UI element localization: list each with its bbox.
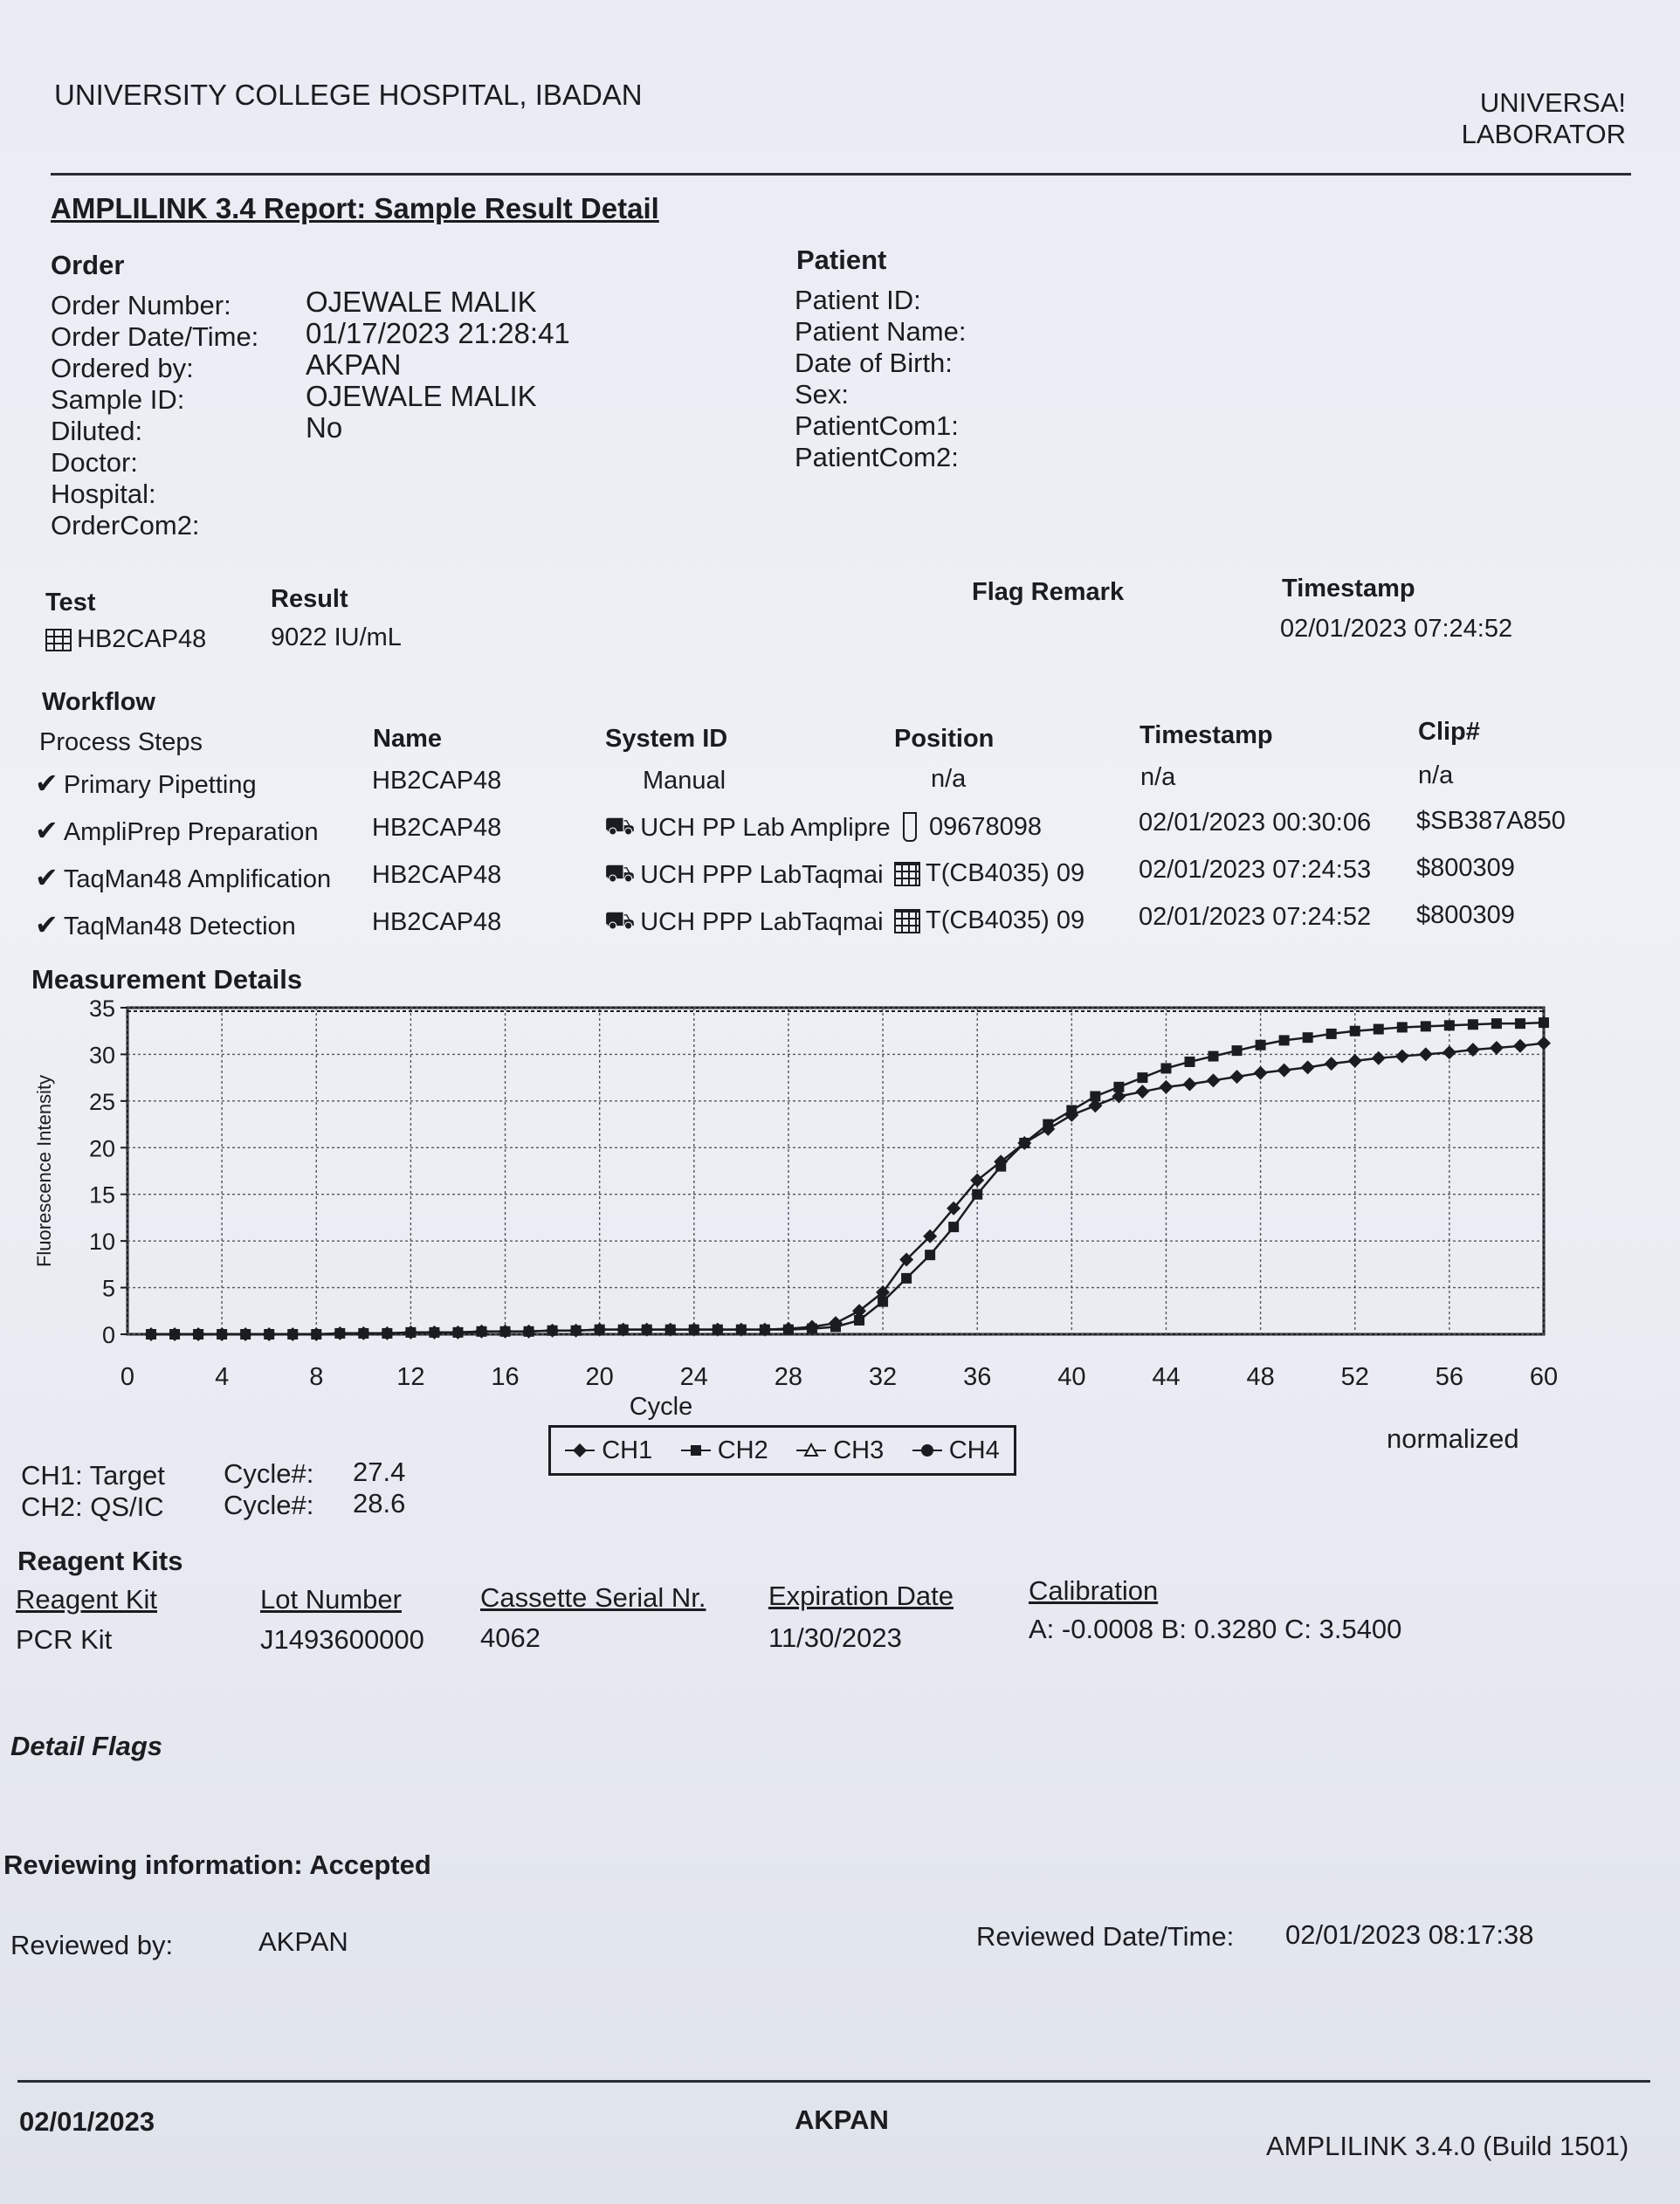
x-tick-label: 8 (309, 1363, 324, 1391)
x-axis-label: Cycle (629, 1393, 693, 1421)
check-icon: ✔ (35, 862, 59, 893)
wf-row-3-system (604, 906, 884, 938)
wf-row-0-step (35, 767, 257, 800)
wf-row-1-step-label: AmpliPrep Preparation (63, 818, 319, 846)
order-datetime-label: Order Date/Time: (51, 321, 259, 352)
grid-icon (45, 629, 72, 651)
ch1-cycle-label: Cycle#: (224, 1458, 314, 1489)
y-tick-label: 5 (101, 1275, 115, 1302)
point-ch2 (477, 1326, 487, 1337)
ch2-label: CH2: QS/IC (21, 1491, 164, 1522)
timestamp-header: Timestamp (1282, 575, 1415, 603)
diamond-marker-icon (565, 1442, 595, 1459)
point-ch1 (1490, 1041, 1504, 1055)
result-value: 9022 IU/mL (271, 623, 402, 651)
tube-icon (903, 812, 917, 842)
point-ch1 (1513, 1039, 1527, 1053)
ch2-cycle-label: Cycle#: (224, 1490, 314, 1520)
reagent-heading: Reagent Kits (17, 1546, 183, 1576)
point-ch2 (334, 1328, 345, 1339)
point-ch2 (1256, 1040, 1266, 1050)
wf-col-name: Name (373, 725, 442, 753)
legend-ch4 (912, 1436, 1000, 1465)
point-ch1 (1230, 1070, 1244, 1084)
point-ch2 (1043, 1119, 1053, 1130)
point-ch2 (429, 1327, 439, 1338)
order-values (306, 286, 570, 444)
x-tick-label: 48 (1246, 1363, 1275, 1391)
wf-row-0-name: HB2CAP48 (372, 767, 502, 795)
check-icon: ✔ (35, 909, 59, 940)
point-ch2 (1444, 1020, 1455, 1030)
reagent-calibration-value: A: -0.0008 B: 0.3280 C: 3.5400 (1029, 1614, 1402, 1644)
point-ch1 (1183, 1078, 1197, 1092)
wf-row-3-step (35, 908, 296, 941)
wf-row-3-clip: $800309 (1416, 901, 1515, 929)
patientcom2-label: PatientCom2: (795, 442, 959, 472)
wf-row-3-step-label: TaqMan48 Detection (63, 913, 296, 940)
point-ch2 (807, 1324, 817, 1334)
wf-row-1-system-label: UCH PP Lab Amplipre (640, 813, 891, 842)
x-tick-label: 56 (1435, 1363, 1463, 1391)
review-heading: Reviewing information: Accepted (3, 1849, 431, 1880)
point-ch2 (452, 1327, 463, 1338)
x-tick-label: 0 (120, 1363, 135, 1391)
patient-id-label: Patient ID: (795, 285, 921, 315)
point-ch2 (642, 1325, 652, 1335)
point-ch2 (878, 1297, 888, 1307)
reagent-col-kit: Reagent Kit (16, 1584, 157, 1615)
patient-name-label: Patient Name: (795, 316, 967, 347)
reviewed-by-label: Reviewed by: (10, 1930, 174, 1960)
point-ch2 (1468, 1019, 1478, 1030)
sample-id-label: Sample ID: (51, 384, 185, 415)
point-ch2 (146, 1329, 156, 1340)
header-divider (51, 173, 1631, 176)
x-tick-label: 12 (396, 1363, 425, 1391)
point-ch2 (358, 1328, 368, 1339)
point-ch2 (311, 1329, 321, 1340)
wf-row-2-timestamp: 02/01/2023 07:24:53 (1139, 856, 1372, 884)
y-tick-label: 20 (88, 1135, 115, 1162)
point-ch2 (595, 1325, 605, 1335)
report-title: AMPLILINK 3.4 Report: Sample Result Detail (51, 192, 659, 224)
series-line-ch1 (151, 1043, 1544, 1334)
point-ch2 (689, 1325, 699, 1335)
point-ch2 (1066, 1105, 1077, 1116)
result-header: Result (271, 585, 348, 613)
y-axis-label: Fluorescence Intensity (33, 1074, 55, 1268)
point-ch2 (1374, 1024, 1384, 1035)
point-ch2 (217, 1329, 227, 1340)
point-ch2 (736, 1325, 747, 1335)
point-ch2 (169, 1329, 180, 1340)
laboratory-label (1462, 87, 1626, 150)
point-ch2 (1160, 1063, 1171, 1073)
point-ch2 (948, 1222, 959, 1232)
point-ch2 (1397, 1022, 1408, 1032)
footer-divider (17, 2080, 1650, 2083)
patient-heading: Patient (796, 245, 887, 275)
point-ch1 (1325, 1057, 1339, 1071)
point-ch1 (1159, 1080, 1173, 1094)
circle-marker-icon (912, 1442, 942, 1459)
point-ch1 (1395, 1050, 1409, 1064)
legend-ch2-label: CH2 (717, 1436, 768, 1464)
wf-row-1-position (903, 812, 1042, 842)
point-ch2 (500, 1326, 511, 1337)
point-ch2 (1232, 1045, 1243, 1056)
point-ch2 (760, 1325, 770, 1335)
reviewed-date-label: Reviewed Date/Time: (976, 1921, 1235, 1952)
point-ch1 (1301, 1060, 1315, 1074)
x-tick-label: 28 (774, 1363, 803, 1391)
workflow-heading: Workflow (42, 688, 155, 716)
order-number-value: OJEWALE MALIK (306, 286, 537, 318)
ch-cycle-values (353, 1457, 405, 1519)
y-tick-label: 0 (101, 1322, 115, 1348)
point-ch2 (1090, 1092, 1100, 1102)
wf-row-1-timestamp: 02/01/2023 00:30:06 (1139, 809, 1372, 837)
square-marker-icon (681, 1442, 711, 1459)
point-ch2 (783, 1325, 794, 1335)
wf-col-process: Process Steps (39, 728, 203, 756)
grid-icon (894, 862, 920, 886)
legend-ch4-label: CH4 (948, 1436, 1000, 1464)
point-ch2 (382, 1328, 392, 1339)
reagent-col-calibration: Calibration (1029, 1575, 1159, 1606)
flag-remark-header: Flag Remark (972, 578, 1125, 606)
ordercom2-label: OrderCom2: (51, 510, 200, 541)
wf-col-clip: Clip# (1418, 718, 1480, 746)
point-ch2 (618, 1325, 629, 1335)
reagent-col-expiration: Expiration Date (768, 1581, 954, 1611)
x-tick-label: 36 (963, 1363, 992, 1391)
point-ch2 (1208, 1051, 1219, 1062)
legend-ch1-label: CH1 (602, 1436, 653, 1464)
point-ch2 (1491, 1018, 1502, 1029)
wf-row-2-system (604, 859, 884, 891)
footer-date: 02/01/2023 (19, 2106, 155, 2137)
dob-label: Date of Birth: (795, 348, 953, 378)
y-tick-label: 30 (88, 1042, 115, 1069)
order-number-label: Order Number: (51, 290, 231, 320)
ordered-by-value: AKPAN (306, 348, 402, 381)
point-ch1 (1419, 1047, 1433, 1061)
chart-legend (548, 1425, 1016, 1476)
wf-row-2-clip: $800309 (1416, 854, 1515, 882)
ch1-cycle-value: 27.4 (353, 1457, 406, 1487)
patient-labels (795, 285, 966, 473)
wf-row-1-position-value: 0967809 (929, 812, 1028, 841)
test-value-cell (45, 625, 206, 654)
ch2-cycle-value: 28.6 (353, 1488, 406, 1519)
sample-id-value: OJEWALE MALIK (306, 380, 537, 412)
doctor-label: Doctor: (51, 447, 138, 478)
wf-row-1-clip: $SB387A850 (1416, 807, 1566, 835)
wf-row-1-name: HB2CAP48 (372, 814, 502, 842)
legend-ch2 (681, 1436, 768, 1465)
x-tick-label: 32 (868, 1363, 898, 1391)
legend-ch3-label: CH3 (833, 1436, 885, 1464)
triangle-marker-icon (796, 1442, 826, 1459)
y-tick-label: 15 (88, 1181, 115, 1209)
wf-row-1-system (604, 812, 891, 844)
point-ch2 (972, 1189, 982, 1200)
point-ch2 (1113, 1082, 1124, 1092)
point-ch2 (1350, 1026, 1360, 1037)
wf-row-0-position: n/a (931, 765, 967, 793)
laboratory-line-1: UNIVERSA! (1479, 87, 1626, 118)
instrument-icon: ⛟ (604, 859, 636, 886)
x-tick-label: 16 (491, 1363, 520, 1391)
point-ch2 (524, 1326, 534, 1337)
order-heading: Order (51, 250, 125, 280)
reviewed-date-value: 02/01/2023 08:17:38 (1285, 1919, 1534, 1950)
wf-row-3-position (894, 906, 1084, 935)
wf-col-position: Position (894, 725, 995, 753)
legend-ch1 (565, 1436, 652, 1465)
point-ch2 (405, 1327, 416, 1338)
instrument-icon: ⛟ (604, 812, 636, 839)
point-ch2 (1421, 1021, 1431, 1031)
wf-row-0-step-label: Primary Pipetting (63, 771, 257, 799)
hospital-name: UNIVERSITY COLLEGE HOSPITAL, IBADAN (54, 79, 643, 111)
point-ch1 (1537, 1037, 1551, 1050)
x-tick-label: 44 (1152, 1363, 1181, 1391)
y-tick-label: 25 (88, 1088, 115, 1115)
point-ch1 (1348, 1054, 1362, 1068)
result-timestamp-value: 02/01/2023 07:24:52 (1280, 615, 1513, 643)
point-ch1 (1277, 1064, 1291, 1078)
point-ch2 (1019, 1138, 1029, 1148)
point-ch1 (1442, 1045, 1456, 1059)
y-tick-label: 10 (88, 1229, 115, 1256)
grid-icon (894, 909, 920, 933)
reagent-serial-value: 4062 (480, 1622, 540, 1653)
point-ch2 (193, 1329, 203, 1340)
diluted-label: Diluted: (51, 416, 143, 446)
point-ch2 (665, 1325, 676, 1335)
x-tick-label: 52 (1340, 1363, 1369, 1391)
x-tick-label: 4 (215, 1363, 230, 1391)
ch1-label: CH1: Target (21, 1460, 165, 1491)
point-ch2 (1515, 1018, 1525, 1029)
ordered-by-label: Ordered by: (51, 353, 194, 383)
hospital-label: Hospital: (51, 479, 156, 509)
wf-row-2-system-label: UCH PPP LabTaqmai (640, 860, 884, 889)
footer-user: AKPAN (795, 2104, 889, 2135)
reagent-lot-value: J1493600000 (260, 1624, 424, 1655)
laboratory-line-2: LABORATOR (1461, 119, 1626, 149)
check-icon: ✔ (35, 815, 59, 846)
point-ch2 (547, 1326, 558, 1336)
x-tick-label: 60 (1529, 1363, 1559, 1391)
point-ch2 (854, 1315, 864, 1326)
wf-col-timestamp: Timestamp (1140, 721, 1273, 749)
test-header: Test (45, 589, 96, 616)
y-tick-label: 35 (88, 995, 115, 1022)
wf-row-3-system-label: UCH PPP LabTaqmai (640, 907, 884, 936)
instrument-icon: ⛟ (604, 906, 636, 933)
x-tick-label: 20 (585, 1363, 614, 1391)
point-ch2 (571, 1326, 582, 1336)
order-labels (51, 290, 258, 541)
sex-label: Sex: (795, 379, 850, 410)
point-ch1 (1135, 1085, 1149, 1099)
test-value: HB2CAP48 (77, 625, 207, 653)
point-ch2 (1326, 1029, 1337, 1039)
point-ch2 (287, 1329, 298, 1340)
point-ch2 (830, 1321, 841, 1332)
point-ch2 (713, 1325, 723, 1335)
reagent-col-lot: Lot Number (260, 1584, 402, 1615)
point-ch2 (1279, 1035, 1290, 1045)
wf-row-2-position (894, 859, 1084, 888)
wf-row-3-name: HB2CAP48 (372, 908, 502, 936)
wf-row-1-position-suffix: 8 (1027, 812, 1043, 841)
wf-col-system: System ID (605, 725, 728, 753)
x-tick-label: 40 (1057, 1363, 1086, 1391)
wf-row-2-step (35, 861, 331, 894)
wf-row-3-timestamp: 02/01/2023 07:24:52 (1139, 903, 1372, 931)
wf-row-2-name: HB2CAP48 (372, 861, 502, 889)
point-ch2 (264, 1329, 274, 1340)
point-ch2 (901, 1273, 912, 1284)
order-datetime-value: 01/17/2023 21:28:41 (306, 317, 570, 349)
wf-row-0-system: Manual (643, 767, 726, 795)
patientcom1-label: PatientCom1: (795, 410, 959, 441)
wf-row-2-position-value: T(CB4035) 09 (926, 859, 1085, 887)
point-ch2 (925, 1250, 935, 1260)
point-ch1 (1466, 1043, 1480, 1057)
legend-ch3 (796, 1436, 884, 1465)
point-ch1 (1207, 1073, 1221, 1087)
detail-flags-heading: Detail Flags (10, 1731, 162, 1761)
reagent-expiration-value: 11/30/2023 (768, 1622, 902, 1653)
wf-row-0-timestamp: n/a (1140, 763, 1176, 791)
wf-row-1-step (35, 814, 319, 847)
wf-row-3-position-value: T(CB4035) 09 (926, 906, 1085, 934)
reagent-kit-value: PCR Kit (16, 1624, 113, 1655)
diluted-value: No (306, 411, 343, 444)
point-ch2 (1185, 1057, 1195, 1067)
wf-row-2-step-label: TaqMan48 Amplification (63, 865, 332, 893)
point-ch2 (240, 1329, 251, 1340)
point-ch2 (1137, 1072, 1147, 1083)
point-ch2 (995, 1161, 1006, 1172)
point-ch1 (1372, 1051, 1386, 1065)
check-icon: ✔ (35, 768, 59, 799)
point-ch2 (1539, 1017, 1549, 1028)
reagent-col-serial: Cassette Serial Nr. (480, 1582, 706, 1613)
footer-version: AMPLILINK 3.4.0 (Build 1501) (1266, 2131, 1629, 2161)
x-tick-label: 24 (679, 1363, 708, 1391)
measurement-heading: Measurement Details (31, 964, 303, 995)
point-ch2 (1303, 1032, 1313, 1043)
amplification-chart (0, 995, 1680, 1423)
plot-frame (127, 1008, 1544, 1334)
ch-cycle-labels (224, 1458, 313, 1521)
point-ch1 (1254, 1066, 1268, 1080)
reviewed-by-value: AKPAN (258, 1926, 348, 1957)
wf-row-0-clip: n/a (1418, 761, 1454, 789)
normalized-label: normalized (1387, 1423, 1519, 1454)
ch-results-labels (21, 1460, 165, 1523)
